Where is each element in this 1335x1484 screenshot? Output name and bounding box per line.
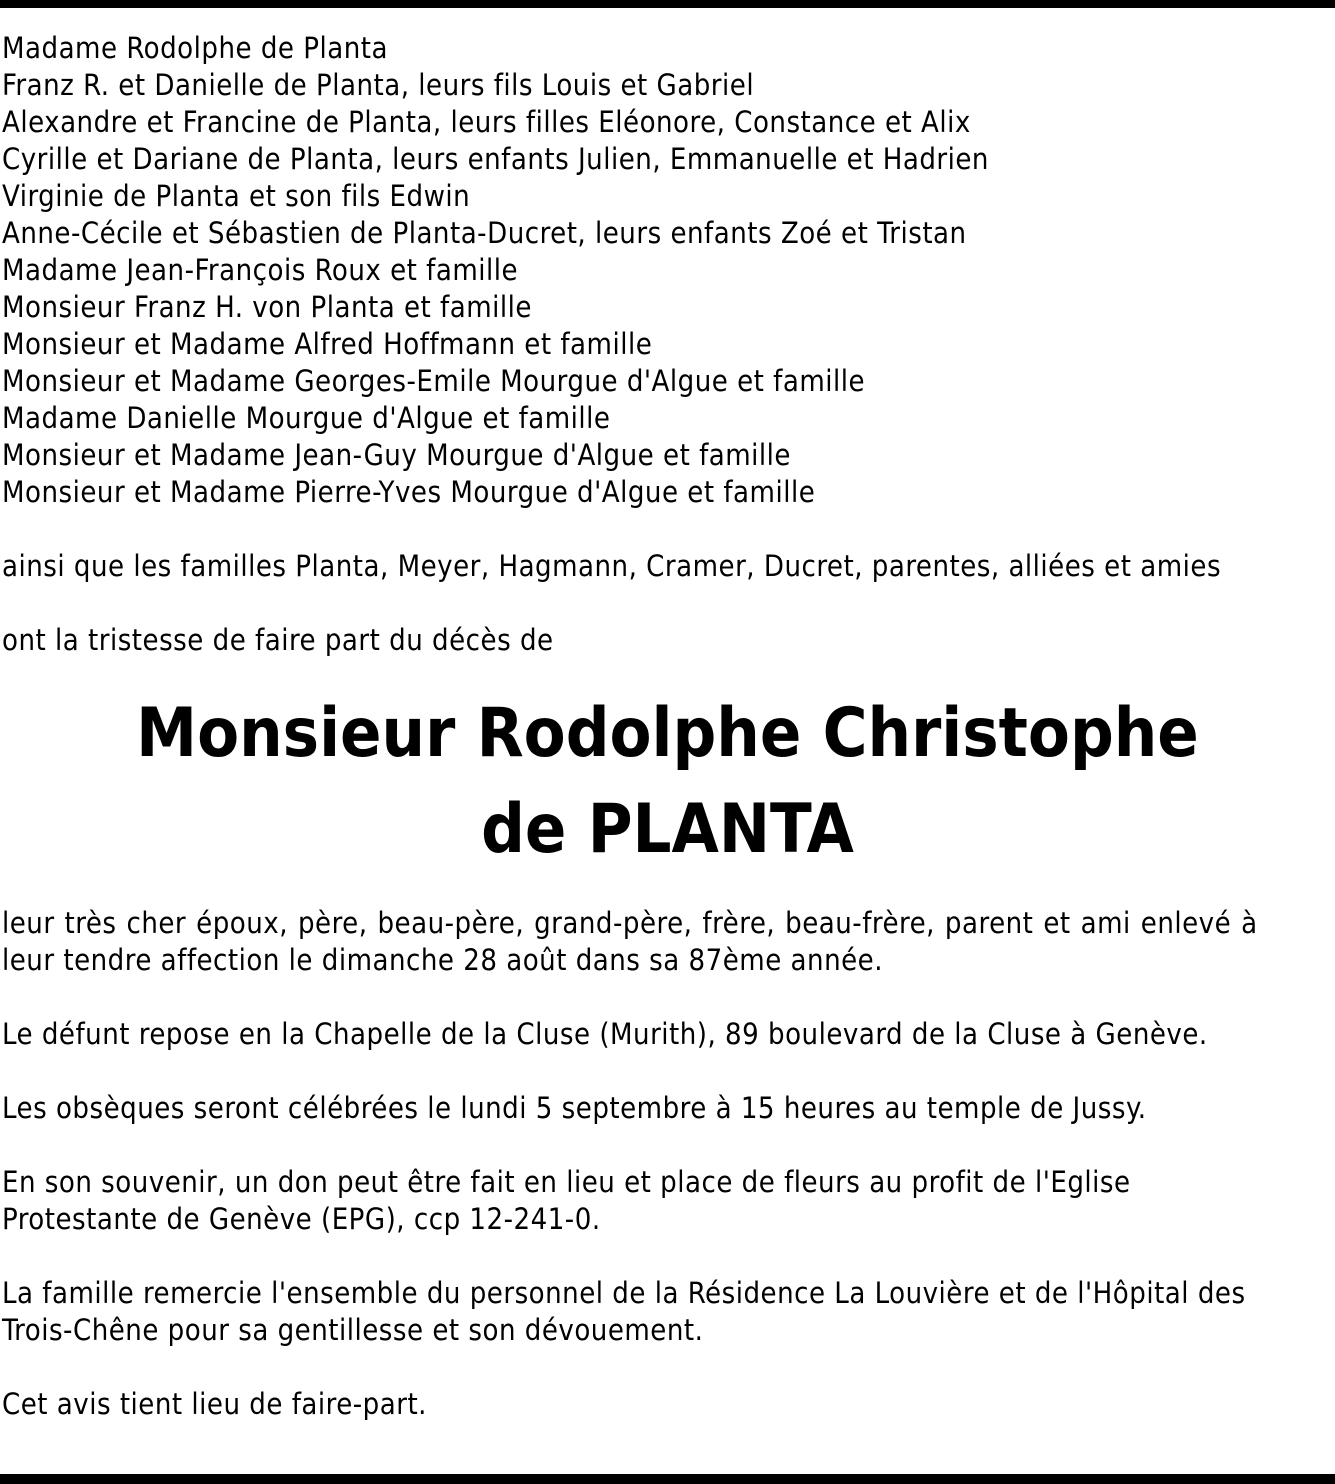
description-paragraph	[2, 905, 1333, 979]
thanks-line-2: Trois-Chêne pour sa gentillesse et son dévouement.	[2, 1313, 704, 1347]
deceased-name	[2, 686, 1333, 878]
family-line: Anne-Cécile et Sébastien de Planta-Ducret, leurs enfants Zoé et Tristan	[2, 216, 967, 250]
family-line: Alexandre et Francine de Planta, leurs filles Eléonore, Constance et Alix	[2, 105, 971, 139]
donation-paragraph	[2, 1164, 1333, 1238]
rest-place: Le défunt repose en la Chapelle de la Cluse (Murith), 89 boulevard de la Cluse à Genève.	[2, 1017, 1208, 1051]
family-line: Monsieur et Madame Alfred Hoffmann et famille	[2, 327, 653, 361]
top-rule	[0, 0, 1335, 8]
thanks-paragraph	[2, 1275, 1333, 1349]
family-line: Franz R. et Danielle de Planta, leurs fils Louis et Gabriel	[2, 68, 755, 102]
family-line: Monsieur et Madame Jean-Guy Mourgue d'Algue et famille	[2, 438, 791, 472]
family-line: Monsieur et Madame Pierre-Yves Mourgue d'Algue et famille	[2, 475, 816, 509]
family-line: Madame Rodolphe de Planta	[2, 31, 388, 65]
family-list	[2, 30, 1333, 511]
family-line: Monsieur Franz H. von Planta et famille	[2, 290, 532, 324]
extended-families: ainsi que les familles Planta, Meyer, Hagmann, Cramer, Ducret, parentes, alliées et amies	[2, 549, 1222, 583]
family-line: Virginie de Planta et son fils Edwin	[2, 179, 471, 213]
description-line-2: leur tendre affection le dimanche 28 août dans sa 87ème année.	[2, 943, 884, 977]
deceased-name-line-1: Monsieur Rodolphe Christophe	[136, 694, 1199, 773]
family-line: Madame Jean-François Roux et famille	[2, 253, 519, 287]
family-line: Madame Danielle Mourgue d'Algue et famille	[2, 401, 611, 435]
closing-note: Cet avis tient lieu de faire-part.	[2, 1387, 427, 1421]
announcement: ont la tristesse de faire part du décès de	[2, 623, 554, 657]
thanks-line-1: La famille remercie l'ensemble du personnel de la Résidence La Louvière et de l'Hôpital des	[2, 1276, 1246, 1310]
donation-line-2: Protestante de Genève (EPG), ccp 12-241-0.	[2, 1202, 601, 1236]
family-line: Monsieur et Madame Georges-Emile Mourgue d'Algue et famille	[2, 364, 866, 398]
donation-line-1: En son souvenir, un don peut être fait en lieu et place de fleurs au profit de l'Eglise	[2, 1165, 1131, 1199]
deceased-name-line-2: de PLANTA	[481, 790, 854, 869]
family-line: Cyrille et Dariane de Planta, leurs enfants Julien, Emmanuelle et Hadrien	[2, 142, 989, 176]
obituary-notice	[2, 30, 1333, 1423]
bottom-rule	[0, 1474, 1335, 1484]
description-line-1: leur très cher époux, père, beau-père, grand-père, frère, beau-frère, parent et ami enlevé à	[2, 906, 1258, 940]
funeral-details: Les obsèques seront célébrées le lundi 5 septembre à 15 heures au temple de Jussy.	[2, 1091, 1147, 1125]
